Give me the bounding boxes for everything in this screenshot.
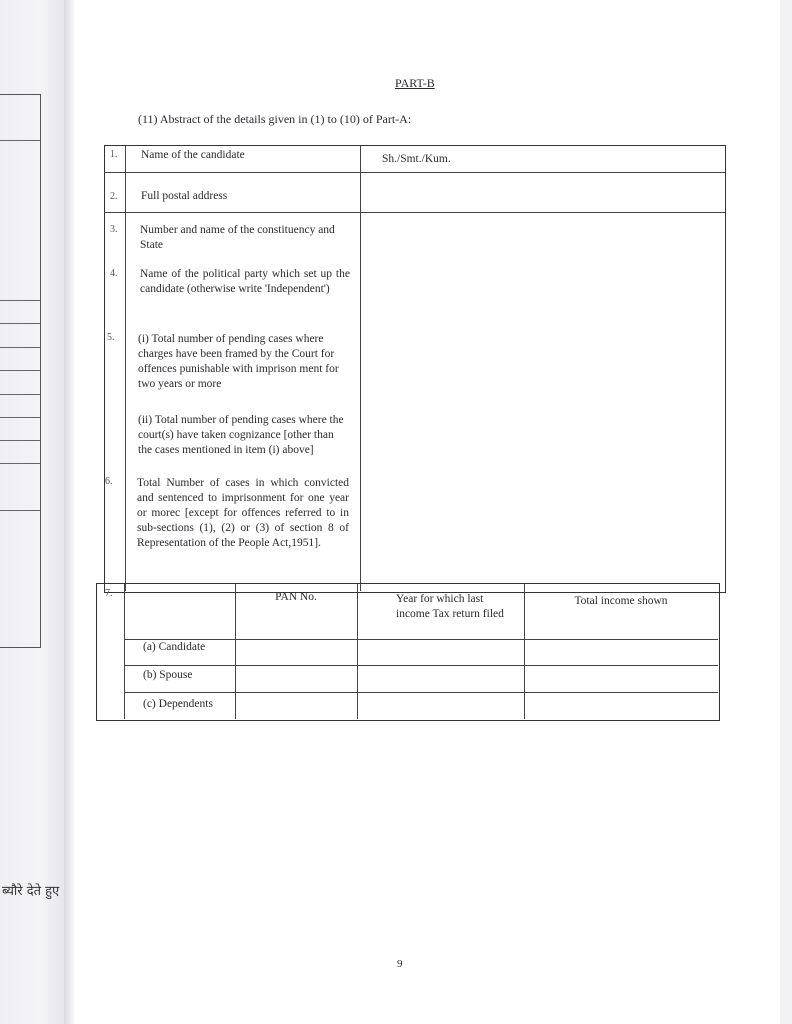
left-table-line xyxy=(0,370,40,371)
left-table-line xyxy=(0,347,40,348)
row-label-constituency: Number and name of the constituency and State xyxy=(140,224,335,251)
left-table-line xyxy=(0,510,40,511)
row-number: 6. xyxy=(105,476,113,487)
row-number: 3. xyxy=(110,224,118,235)
row-number: 7. xyxy=(105,588,113,599)
row-label-convicted-cases: Total Number of cases in which convicted and sentenced to imprisonment for one year or morec [except for offences referred to in sub-sections (1), (2) or (3) of section 8 of Representation of the People Act,1951]. xyxy=(137,477,349,549)
left-page-hindi-text: ब्यौरे देते हुए xyxy=(2,884,60,899)
column-header-tax-return-year: Year for which last income Tax return filed xyxy=(396,593,504,620)
row-number: 1. xyxy=(110,149,118,160)
left-table-line xyxy=(0,300,40,301)
left-table-line xyxy=(0,394,40,395)
table-line xyxy=(104,212,725,213)
page-number: 9 xyxy=(397,958,403,970)
page-edge xyxy=(780,0,792,1024)
left-table-line xyxy=(0,417,40,418)
left-table-line xyxy=(0,463,40,464)
row-label-candidate: (a) Candidate xyxy=(143,641,206,653)
left-table-line xyxy=(0,140,40,141)
candidate-name-value: Sh./Smt./Kum. xyxy=(382,153,451,165)
left-page-fragment xyxy=(0,0,70,1024)
table-line xyxy=(124,692,718,693)
column-header-total-income: Total income shown xyxy=(574,595,668,607)
table-line xyxy=(357,584,358,719)
column-header-pan: PAN No. xyxy=(275,591,317,603)
row-number: 2. xyxy=(110,191,118,202)
left-table-line xyxy=(0,323,40,324)
book-spine xyxy=(64,0,74,1024)
table-line xyxy=(124,665,718,666)
left-page-table xyxy=(0,94,41,648)
page-title: PART-B xyxy=(395,76,435,90)
table-line xyxy=(124,584,125,719)
row-label-political-party: Name of the political party which set up the candidate (otherwise write 'Independent') xyxy=(140,268,350,295)
row-label-pending-cases-cognizance: (ii) Total number of pending cases where the court(s) have taken cognizance [other than the cases mentioned in item (i) above] xyxy=(138,414,344,456)
section-subtitle: (11) Abstract of the details given in (1) to (10) of Part-A: xyxy=(138,112,412,126)
row-number: 4. xyxy=(110,268,118,279)
row-label-pending-cases-framed: (i) Total number of pending cases where charges have been framed by the Court for offences punishable with imprison ment for two years or more xyxy=(138,333,339,390)
left-table-line xyxy=(0,440,40,441)
table-line xyxy=(524,584,525,719)
row-label-postal-address: Full postal address xyxy=(141,190,228,202)
row-number: 5. xyxy=(107,332,115,343)
table-line xyxy=(104,172,725,173)
row-label-spouse: (b) Spouse xyxy=(143,669,193,681)
row-label-dependents: (c) Dependents xyxy=(143,698,213,710)
row-label-candidate-name: Name of the candidate xyxy=(141,149,245,161)
